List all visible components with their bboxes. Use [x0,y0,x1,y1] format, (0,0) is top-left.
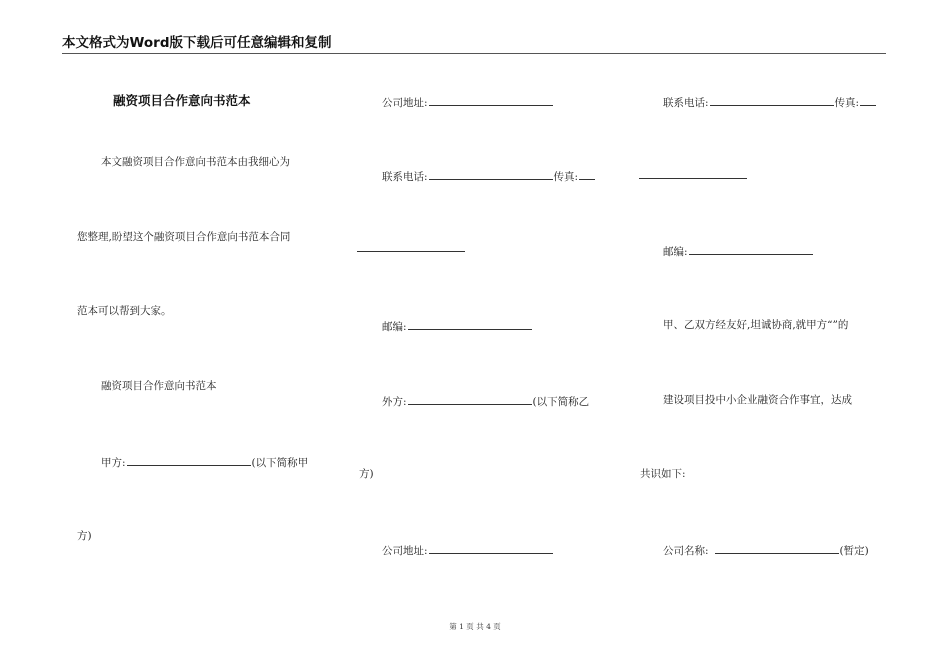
section-subtitle: 融资项目合作意向书范本 [101,380,217,392]
col3-fax-label: 传真: [834,97,860,109]
col2-address-line [382,94,554,110]
col2-fax-blank [579,168,595,180]
company-name-label: 公司名称: [663,545,709,557]
col2-fax-continuation-blank [357,251,465,252]
intro-line-2: 您整理,盼望这个融资项目合作意向书范本合同 [77,231,291,243]
party-a-line [101,454,308,470]
col2-address2-blank [429,542,553,554]
party-a-label: 甲方: [101,457,126,469]
col2-postcode-blank [408,318,532,330]
col2-address-label: 公司地址: [382,97,428,109]
col2-phone-label: 联系电话: [382,171,428,183]
party-a-suffix: (以下简称甲 [251,457,309,469]
col2-postcode-label: 邮编: [382,321,407,333]
col3-phone-line [663,94,877,110]
col3-fax-blank [860,94,876,106]
intro-line-1: 本文融资项目合作意向书范本由我细心为 [101,156,290,168]
col3-fax-continuation-blank [639,178,747,179]
company-name-suffix: (暂定) [839,545,869,557]
company-name-line [663,542,869,558]
col2-phone-blank [429,168,553,180]
col3-postcode-blank [689,243,813,255]
col2-fax-label: 传真: [553,171,579,183]
party-b-blank [408,393,532,405]
col2-address2-label: 公司地址: [382,545,428,557]
col2-address-blank [429,94,553,106]
party-b-line [382,393,589,409]
document-header: 本文格式为Word版下载后可任意编辑和复制 [62,34,886,54]
col2-address2-line [382,542,554,558]
party-a-end: 方) [77,530,92,542]
party-b-suffix: (以下简称乙 [532,396,590,408]
party-b-end: 方) [359,468,374,480]
col2-postcode-line [382,318,533,334]
company-name-blank [715,542,839,554]
party-a-blank [127,454,251,466]
intro-line-3: 范本可以帮到大家。 [77,305,172,317]
agreement-line-2: 建设项目投中小企业融资合作事宜，达成 [663,394,852,406]
page-number-footer: 第 1 页 共 4 页 [449,622,501,631]
col3-phone-blank [710,94,834,106]
col3-postcode-line [663,243,814,259]
col3-postcode-label: 邮编: [663,246,688,258]
agreement-line-1: 甲、乙双方经友好,坦诚协商,就甲方“”的 [663,319,849,331]
document-title: 融资项目合作意向书范本 [113,93,251,108]
party-b-label: 外方: [382,396,407,408]
col3-phone-label: 联系电话: [663,97,709,109]
col2-phone-line [382,168,596,184]
agreement-line-3: 共识如下: [640,468,686,480]
